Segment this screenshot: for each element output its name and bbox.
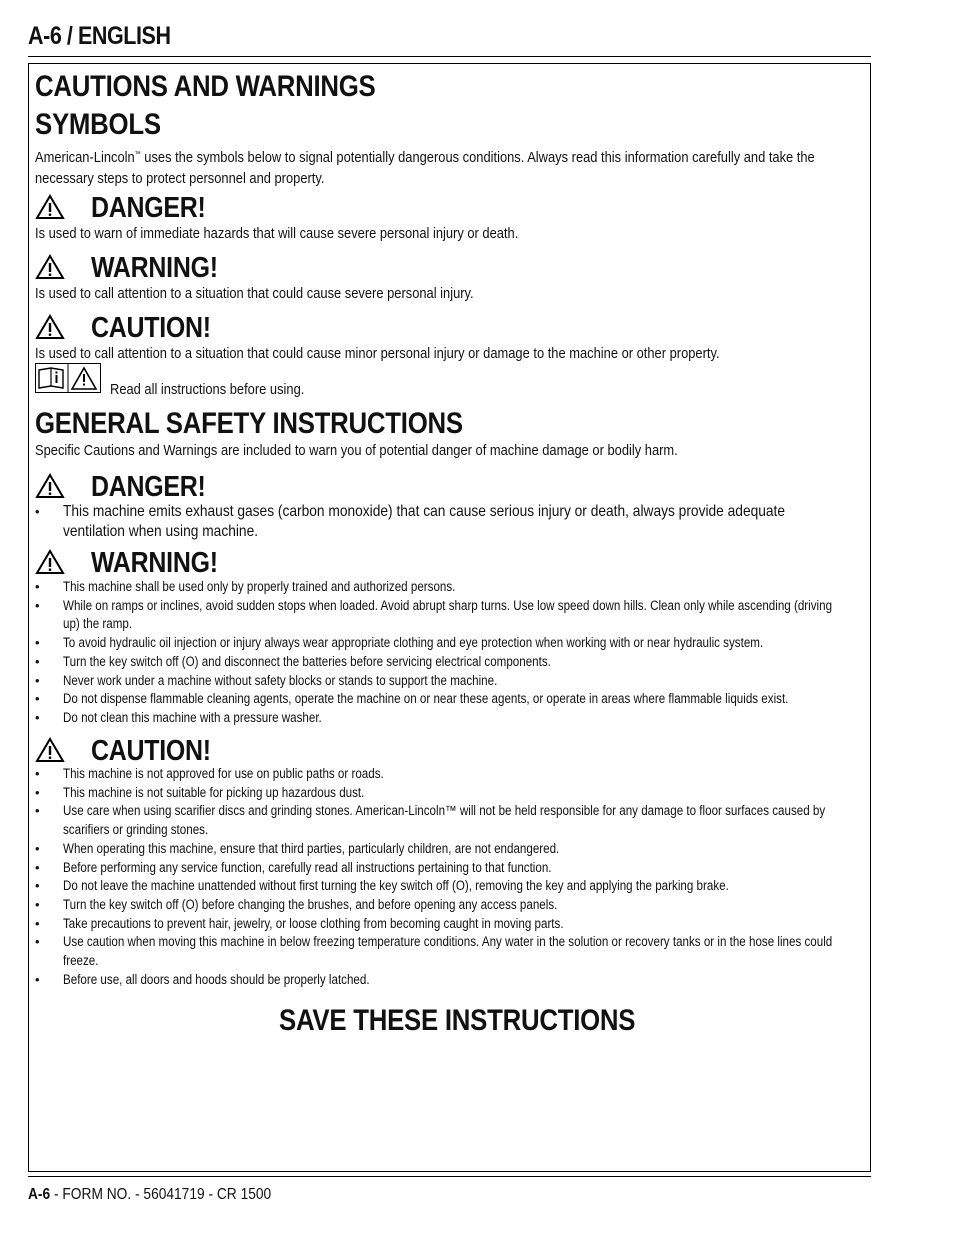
symbols-danger-text: Is used to warn of immediate hazards that will cause severe personal injury or death. (35, 225, 519, 242)
bullet: • (35, 971, 40, 987)
symbols-warning-label: WARNING! (91, 252, 218, 284)
bullet: • (35, 896, 40, 912)
list-item (35, 765, 954, 784)
bullet: • (35, 766, 40, 781)
warning-item-text: Do not dispense flammable cleaning agents, operate the machine on or near these agents, or operate in areas where flammable liquids exist. (63, 691, 789, 707)
warning-triangle-icon (35, 473, 65, 499)
list-item (35, 802, 954, 839)
caution-item-text: Use care when using scarifier discs and grinding stones. American-Lincoln™ will not be held responsible for any damage to floor surfaces caused by scarifiers or grinding stones. (63, 803, 826, 838)
list-item (35, 877, 954, 896)
symbols-danger-label: DANGER! (91, 192, 206, 224)
bullet: • (35, 915, 40, 931)
list-item (35, 896, 954, 915)
list-item (35, 933, 954, 970)
caution-item-text: This machine is not suitable for picking up hazardous dust. (63, 784, 365, 800)
list-item (35, 971, 954, 990)
warning-item-text: Do not clean this machine with a pressure washer. (63, 709, 322, 725)
symbols-intro (35, 144, 861, 189)
warning-triangle-icon (35, 737, 65, 763)
footer-form-number: - FORM NO. - 56041719 - CR 1500 (50, 1186, 272, 1203)
bullet: • (35, 653, 40, 669)
bullet: • (35, 635, 40, 651)
bullet: • (35, 934, 40, 950)
symbols-intro-text: uses the symbols below to signal potentially dangerous conditions. Always read this information carefully and take the necessary steps to protect personnel and property. (35, 149, 815, 187)
symbols-heading: SYMBOLS (35, 108, 161, 141)
warning-triangle-icon (35, 314, 65, 340)
list-item (35, 859, 954, 878)
caution-item-text: Take precautions to prevent hair, jewelry, or loose clothing from becoming caught in moving parts. (63, 915, 564, 931)
trademark: ™ (134, 151, 141, 158)
list-item (35, 690, 954, 709)
section-title: CAUTIONS AND WARNINGS (35, 70, 376, 103)
warning-item-text: This machine shall be used only by properly trained and authorized persons. (63, 579, 456, 594)
bullet: • (35, 840, 40, 856)
page-header: A-6 / ENGLISH (28, 22, 171, 50)
read-instructions-text: Read all instructions before using. (110, 381, 305, 398)
warning-triangle-icon (35, 254, 65, 280)
caution-item-text: Turn the key switch off (O) before changing the brushes, and before opening any access panels. (63, 896, 558, 912)
caution-item-text: This machine is not approved for use on public paths or roads. (63, 766, 384, 781)
warning-item-text: While on ramps or inclines, avoid sudden stops when loaded. Avoid abrupt sharp turns. Use low speed down hills. Clean only while ascending (driving up) the ramp. (63, 597, 833, 632)
caution-item-text: Before use, all doors and hoods should be properly latched. (63, 971, 370, 987)
general-caution-label: CAUTION! (91, 735, 211, 767)
warning-item-text: To avoid hydraulic oil injection or injury always wear appropriate clothing and eye protection when working with or near hydraulic system. (63, 635, 764, 651)
general-safety-heading: GENERAL SAFETY INSTRUCTIONS (35, 407, 463, 440)
brand-name: American-Lincoln (35, 149, 135, 166)
warning-item-text: Never work under a machine without safety blocks or stands to support the machine. (63, 672, 498, 688)
caution-item-text: Before performing any service function, carefully read all instructions pertaining to that function. (63, 859, 552, 875)
warning-triangle-icon (35, 549, 65, 575)
danger-item-text: This machine emits exhaust gases (carbon monoxide) that can cause serious injury or death, always provide adequate ventilation when using machine. (63, 503, 786, 540)
list-item (35, 502, 923, 542)
bullet: • (35, 579, 40, 594)
list-item (35, 653, 954, 672)
caution-item-text: Use caution when moving this machine in below freezing temperature conditions. Any water in the solution or recovery tanks or in the hose lines could freeze. (63, 934, 833, 969)
bullet: • (35, 691, 40, 707)
save-instructions: SAVE THESE INSTRUCTIONS (279, 1004, 636, 1037)
bullet: • (35, 878, 40, 894)
list-item (35, 709, 954, 728)
warning-triangle-icon (35, 194, 65, 220)
bullet: • (35, 784, 40, 800)
footer-rule (28, 1176, 871, 1177)
bullet: • (35, 803, 40, 819)
bullet: • (35, 709, 40, 725)
caution-item-text: Do not leave the machine unattended without first turning the key switch off (O), removing the key and applying the parking brake. (63, 878, 729, 894)
page-footer (28, 1186, 271, 1204)
caution-item-text: When operating this machine, ensure that third parties, particularly children, are not endangered. (63, 840, 560, 856)
list-item (35, 634, 954, 653)
caution-list (35, 765, 954, 989)
general-warning-label: WARNING! (91, 547, 218, 579)
list-item (35, 915, 954, 934)
danger-list (35, 502, 923, 542)
list-item (35, 784, 954, 803)
list-item (35, 840, 954, 859)
symbols-caution-text: Is used to call attention to a situation that could cause minor personal injury or damage to the machine or other property. (35, 345, 720, 362)
manual-book-icon (35, 363, 101, 393)
general-danger-label: DANGER! (91, 471, 206, 503)
bullet: • (35, 859, 40, 875)
bullet: • (35, 672, 40, 688)
footer-page-number: A-6 (28, 1186, 51, 1203)
list-item (35, 672, 954, 691)
symbols-caution-label: CAUTION! (91, 312, 211, 344)
bullet: • (35, 504, 40, 519)
list-item (35, 597, 954, 634)
symbols-warning-text: Is used to call attention to a situation that could cause severe personal injury. (35, 285, 474, 302)
header-rule (28, 56, 871, 57)
warning-list (35, 578, 954, 728)
warning-item-text: Turn the key switch off (O) and disconnect the batteries before servicing electrical components. (63, 653, 551, 669)
list-item (35, 578, 954, 597)
general-intro: Specific Cautions and Warnings are included to warn you of potential danger of machine damage or bodily harm. (35, 442, 678, 459)
bullet: • (35, 597, 40, 613)
